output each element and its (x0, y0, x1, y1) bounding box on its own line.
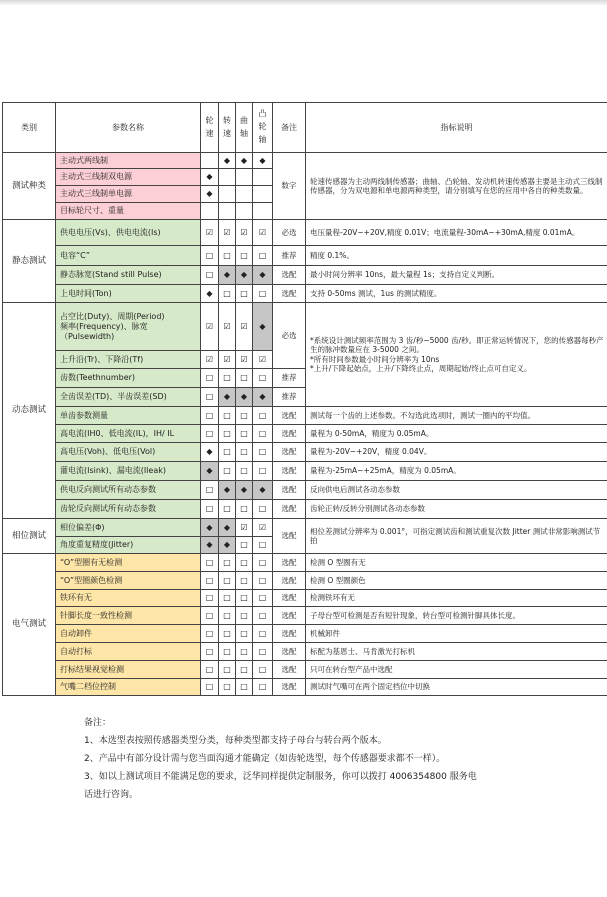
mark-cell: ☑ (201, 351, 219, 369)
footer-notes (84, 714, 604, 804)
table-row (3, 625, 607, 643)
param-cell: 主动式三线制单电源 (56, 186, 201, 203)
table-row (3, 661, 607, 679)
mark-cell: ◆ (201, 169, 219, 186)
mark-cell (201, 153, 219, 169)
note-cell: 选配 (273, 607, 306, 625)
note-cell: 选配 (273, 500, 306, 519)
mark-cell: □ (236, 590, 253, 607)
category-static: 静态测试 (3, 220, 56, 303)
note-cell: 选配 (273, 462, 306, 481)
mark-cell: □ (201, 590, 219, 607)
mark-cell: □ (201, 625, 219, 643)
desc-cell: 机械卸件 (306, 625, 607, 643)
param-cell: 高电压(Voh)、低电压(Vol) (56, 443, 201, 462)
mark-cell: ◆ (253, 388, 273, 407)
mark-cell: □ (219, 607, 236, 625)
note-cell: 推荐 (273, 246, 306, 266)
mark-cell: ◆ (219, 537, 236, 554)
mark-cell: □ (219, 407, 236, 425)
mark-cell: □ (201, 369, 219, 388)
page-top-shadow (0, 0, 607, 6)
param-cell: 高电流(IH0、低电流(IL)，IH/ IL (56, 425, 201, 443)
mark-cell: □ (253, 554, 273, 572)
mark-cell: ◆ (236, 266, 253, 285)
mark-cell (253, 169, 273, 186)
table-row (3, 554, 607, 572)
mark-cell: □ (201, 607, 219, 625)
table-row (3, 285, 607, 303)
desc-cell: 子母台型可检测是否有短针现象，转台型可检测针脚具体长度。 (306, 607, 607, 625)
mark-cell: □ (253, 643, 273, 661)
param-cell: 铁环有无 (56, 590, 201, 607)
param-cell: 供电反向测试所有动态参数 (56, 481, 201, 500)
mark-cell: ◆ (253, 303, 273, 351)
note-cell: 选配 (273, 407, 306, 425)
mark-cell: ☑ (201, 220, 219, 246)
mark-cell: ◆ (236, 153, 253, 169)
table-row (3, 500, 607, 519)
mark-cell (253, 203, 273, 220)
note-line: 1、本选型表按照传感器类型分类，每种类型都支持子母台与转台两个版本。 (84, 736, 387, 746)
mark-cell: □ (236, 246, 253, 266)
mark-cell: ◆ (219, 153, 236, 169)
mark-cell: □ (201, 388, 219, 407)
header-row (3, 103, 607, 153)
mark-cell: □ (219, 285, 236, 303)
sensor-selection-table (2, 102, 607, 696)
mark-cell: ◆ (219, 266, 236, 285)
mark-cell: □ (253, 500, 273, 519)
mark-cell: □ (219, 500, 236, 519)
mark-cell: □ (219, 462, 236, 481)
desc-cell: 测试时气嘴可在两个固定档位中切换 (306, 679, 607, 696)
desc-cell: 电压量程-20V~+20V,精度 0.01V；电流量程-30mA~+30mA,精度 0.01mA。 (306, 220, 607, 246)
note-cell: 必选 (273, 303, 306, 369)
mark-cell: □ (236, 554, 253, 572)
mark-cell: □ (236, 572, 253, 590)
mark-cell: □ (253, 443, 273, 462)
table-row (3, 643, 607, 661)
note-cell: 必选 (273, 220, 306, 246)
note-cell: 选配 (273, 266, 306, 285)
mark-cell: □ (253, 590, 273, 607)
mark-cell: ◆ (253, 153, 273, 169)
note-cell: 选配 (273, 679, 306, 696)
table-row (3, 572, 607, 590)
mark-cell: ◆ (201, 285, 219, 303)
note-line: 2、产品中有部分设计需与您当面沟通才能确定（如齿轮选型，每个传感器要求都不一样）。 (84, 754, 446, 764)
mark-cell: □ (201, 643, 219, 661)
desc-cell: 反向供电后测试各动态参数 (306, 481, 607, 500)
note-cell: 选配 (273, 425, 306, 443)
desc-cell: 只可在转台型产品中选配 (306, 661, 607, 679)
table-row (3, 266, 607, 285)
param-cell: 自动打标 (56, 643, 201, 661)
param-cell: 上电时间(Ton) (56, 285, 201, 303)
mark-cell: ☑ (253, 351, 273, 369)
mark-cell: □ (236, 407, 253, 425)
mark-cell: ☑ (253, 519, 273, 537)
mark-cell: ◆ (253, 481, 273, 500)
note-line: 话进行咨询。 (84, 790, 139, 800)
note-cell: 选配 (273, 590, 306, 607)
note-cell: 推荐 (273, 388, 306, 407)
mark-cell: ◆ (201, 443, 219, 462)
mark-cell: ☑ (219, 220, 236, 246)
mark-cell: ☑ (253, 220, 273, 246)
mark-cell: ◆ (219, 481, 236, 500)
mark-cell: □ (219, 643, 236, 661)
param-cell: 齿数(Teethnumber) (56, 369, 201, 388)
desc-cell: 检测铁环有无 (306, 590, 607, 607)
note-cell: 选配 (273, 443, 306, 462)
table-row (3, 425, 607, 443)
param-cell: 针脚长度一致性检测 (56, 607, 201, 625)
mark-cell: □ (253, 625, 273, 643)
note-cell: 数字 (273, 153, 306, 220)
desc-cell: 量程为-25mA~+25mA，精度为 0.05mA。 (306, 462, 607, 481)
param-cell: 相位偏差(Φ) (56, 519, 201, 537)
desc-cell: 检测 O 型圈有无 (306, 554, 607, 572)
note-cell: 选配 (273, 481, 306, 500)
header-note: 备注 (273, 103, 306, 153)
mark-cell: ☑ (219, 351, 236, 369)
desc-cell: 支持 0-50ms 测试，1us 的测试精度。 (306, 285, 607, 303)
mark-cell: □ (236, 679, 253, 696)
mark-cell: □ (201, 572, 219, 590)
mark-cell: □ (253, 679, 273, 696)
mark-cell: □ (253, 246, 273, 266)
desc-line: *上升/下降起始点，上升/下降终止点，周期起始/终止点可自定义。 (310, 363, 532, 373)
mark-cell: □ (236, 462, 253, 481)
table-row (3, 303, 607, 351)
mark-cell: □ (219, 679, 236, 696)
mark-cell: □ (219, 625, 236, 643)
table-row (3, 590, 607, 607)
mark-cell: □ (253, 537, 273, 554)
mark-cell: □ (236, 643, 253, 661)
mark-cell: □ (219, 425, 236, 443)
category-elec: 电气测试 (3, 554, 56, 696)
mark-cell: □ (219, 443, 236, 462)
mark-cell: □ (236, 285, 253, 303)
mark-cell: □ (253, 425, 273, 443)
param-cell: 自动卸件 (56, 625, 201, 643)
mark-cell: □ (253, 462, 273, 481)
param-cell: 气嘴二档位控制 (56, 679, 201, 696)
mark-cell: ◆ (201, 462, 219, 481)
desc-cell: 标配为基恩士、马肯激光打标机 (306, 643, 607, 661)
note-cell: 选配 (273, 643, 306, 661)
mark-cell: ☑ (236, 351, 253, 369)
mark-cell: □ (236, 425, 253, 443)
mark-cell: □ (201, 661, 219, 679)
mark-cell (219, 169, 236, 186)
table-row (3, 246, 607, 266)
param-line: （Pulsewidth) (60, 331, 115, 341)
header-crankshaft: 曲 轴 (236, 103, 253, 153)
desc-cell: 量程为-20V~+20V，精度 0.04V。 (306, 443, 607, 462)
mark-cell: □ (253, 607, 273, 625)
mark-cell: □ (219, 661, 236, 679)
param-cell: 齿轮反向测试所有动态参数 (56, 500, 201, 519)
note-cell: 选配 (273, 519, 306, 554)
mark-cell (201, 203, 219, 220)
mark-cell: ◆ (236, 388, 253, 407)
param-cell: 打标结果视觉检测 (56, 661, 201, 679)
header-rotation-speed: 转 速 (219, 103, 236, 153)
mark-cell: □ (219, 369, 236, 388)
mark-cell: □ (201, 500, 219, 519)
desc-cell: 检测 O 型圈颜色 (306, 572, 607, 590)
desc-cell: 量程为 0-50mA，精度为 0.05mA。 (306, 425, 607, 443)
desc-line: *系统设计测试频率范围为 3 齿/秒~5000 齿/秒。即正常运转情况下，您的传感器每秒产生的脉冲数量应在 3-5000 之间。 (310, 335, 604, 355)
mark-cell (219, 186, 236, 203)
mark-cell: □ (236, 607, 253, 625)
mark-cell: □ (201, 554, 219, 572)
param-cell: 角度重复精度(Jitter) (56, 537, 201, 554)
table-row (3, 519, 607, 537)
table-row (3, 607, 607, 625)
mark-cell: □ (236, 661, 253, 679)
mark-cell: ◆ (236, 481, 253, 500)
header-param: 参数名称 (56, 103, 201, 153)
mark-cell: □ (219, 590, 236, 607)
category-type: 测试种类 (3, 153, 56, 220)
mark-cell: □ (253, 285, 273, 303)
param-cell: 全齿误差(TD)、半齿误差(SD) (56, 388, 201, 407)
param-cell: 单齿参数测量 (56, 407, 201, 425)
notes-title: 备注： (84, 718, 112, 728)
table-row (3, 153, 607, 169)
desc-cell: 相位差测试分辨率为 0.001°，可指定测试齿和测试重复次数 Jitter 测试非常影响测试节拍 (306, 519, 607, 554)
param-cell: “O”型圈有无检测 (56, 554, 201, 572)
mark-cell: □ (201, 679, 219, 696)
param-cell: 目标轮尺寸、重量 (56, 203, 201, 220)
table-row (3, 462, 607, 481)
mark-cell (219, 203, 236, 220)
mark-cell: ☑ (236, 519, 253, 537)
table-row (3, 481, 607, 500)
mark-cell: □ (236, 369, 253, 388)
note-cell: 选配 (273, 572, 306, 590)
desc-cell: 测试每一个齿的上述参数。不勾选此选项时，测试一圈内的平均值。 (306, 407, 607, 425)
desc-cell: 精度 0.1%。 (306, 246, 607, 266)
param-cell: 灌电流(Isink)、漏电流(Ileak) (56, 462, 201, 481)
mark-cell (253, 186, 273, 203)
mark-cell (236, 203, 253, 220)
note-cell: 选配 (273, 661, 306, 679)
mark-cell: □ (219, 246, 236, 266)
note-cell: 选配 (273, 625, 306, 643)
param-line: 频率(Frequency)、脉宽 (60, 321, 148, 331)
table-row (3, 407, 607, 425)
note-cell: 选配 (273, 554, 306, 572)
category-phase: 相位测试 (3, 519, 56, 554)
mark-cell: ☑ (219, 303, 236, 351)
table-row (3, 679, 607, 696)
mark-cell: □ (253, 661, 273, 679)
param-cell: 主动式两线制 (56, 153, 201, 169)
mark-cell: ☑ (236, 220, 253, 246)
param-cell: 主动式三线制双电源 (56, 169, 201, 186)
desc-cell (306, 303, 607, 407)
category-dynamic: 动态测试 (3, 303, 56, 519)
header-wheel-speed: 轮 速 (201, 103, 219, 153)
mark-cell: □ (236, 443, 253, 462)
param-line: 占空比(Duty)、周期(Period) (60, 311, 165, 321)
mark-cell (236, 169, 253, 186)
param-cell: “O”型圈颜色检测 (56, 572, 201, 590)
mark-cell: ☑ (236, 303, 253, 351)
param-cell: 供电电压(Vs)、供电电流(Is) (56, 220, 201, 246)
table-row (3, 220, 607, 246)
mark-cell: □ (219, 572, 236, 590)
mark-cell: □ (219, 554, 236, 572)
mark-cell: □ (201, 246, 219, 266)
mark-cell: ◆ (201, 186, 219, 203)
mark-cell: ◆ (201, 537, 219, 554)
note-cell: 推荐 (273, 369, 306, 388)
header-camshaft: 凸 轮 轴 (253, 103, 273, 153)
desc-line: *所有时间参数最小时间分辨率为 10ns (310, 354, 440, 364)
note-line: 3、如以上测试项目不能满足您的要求，泛华同样提供定制服务，你可以拨打 4006354800 服务电 (84, 772, 477, 782)
header-category: 类别 (3, 103, 56, 153)
param-cell: 静态脉宽(Stand still Pulse) (56, 266, 201, 285)
mark-cell: ◆ (219, 519, 236, 537)
mark-cell: □ (236, 625, 253, 643)
mark-cell: □ (201, 266, 219, 285)
mark-cell: □ (201, 425, 219, 443)
param-cell: 电容“C” (56, 246, 201, 266)
mark-cell: ◆ (201, 519, 219, 537)
param-cell: 上升沿(Tr)、下降沿(Tf) (56, 351, 201, 369)
desc-cell: 最小时间分辨率 10ns，最大量程 1s；支持自定义判断。 (306, 266, 607, 285)
mark-cell: □ (253, 572, 273, 590)
table-row (3, 443, 607, 462)
mark-cell: ◆ (253, 266, 273, 285)
param-cell (56, 303, 201, 351)
mark-cell: □ (236, 500, 253, 519)
mark-cell: □ (201, 407, 219, 425)
desc-cell: 轮速传感器为主动两线制传感器；曲轴、凸轮轴、发动机转速传感器主要是主动式三线制传感器，分为双电源和单电源两种类型，请分别填写在您的应用中各自的种类数量。 (306, 153, 607, 220)
mark-cell: ☑ (201, 303, 219, 351)
mark-cell (236, 186, 253, 203)
mark-cell: □ (201, 481, 219, 500)
mark-cell: □ (253, 369, 273, 388)
mark-cell: □ (253, 407, 273, 425)
mark-cell: ◆ (219, 388, 236, 407)
mark-cell: □ (236, 537, 253, 554)
note-cell: 选配 (273, 285, 306, 303)
header-desc: 指标说明 (306, 103, 607, 153)
desc-cell: 齿轮正转/反转分别测试各动态参数 (306, 500, 607, 519)
